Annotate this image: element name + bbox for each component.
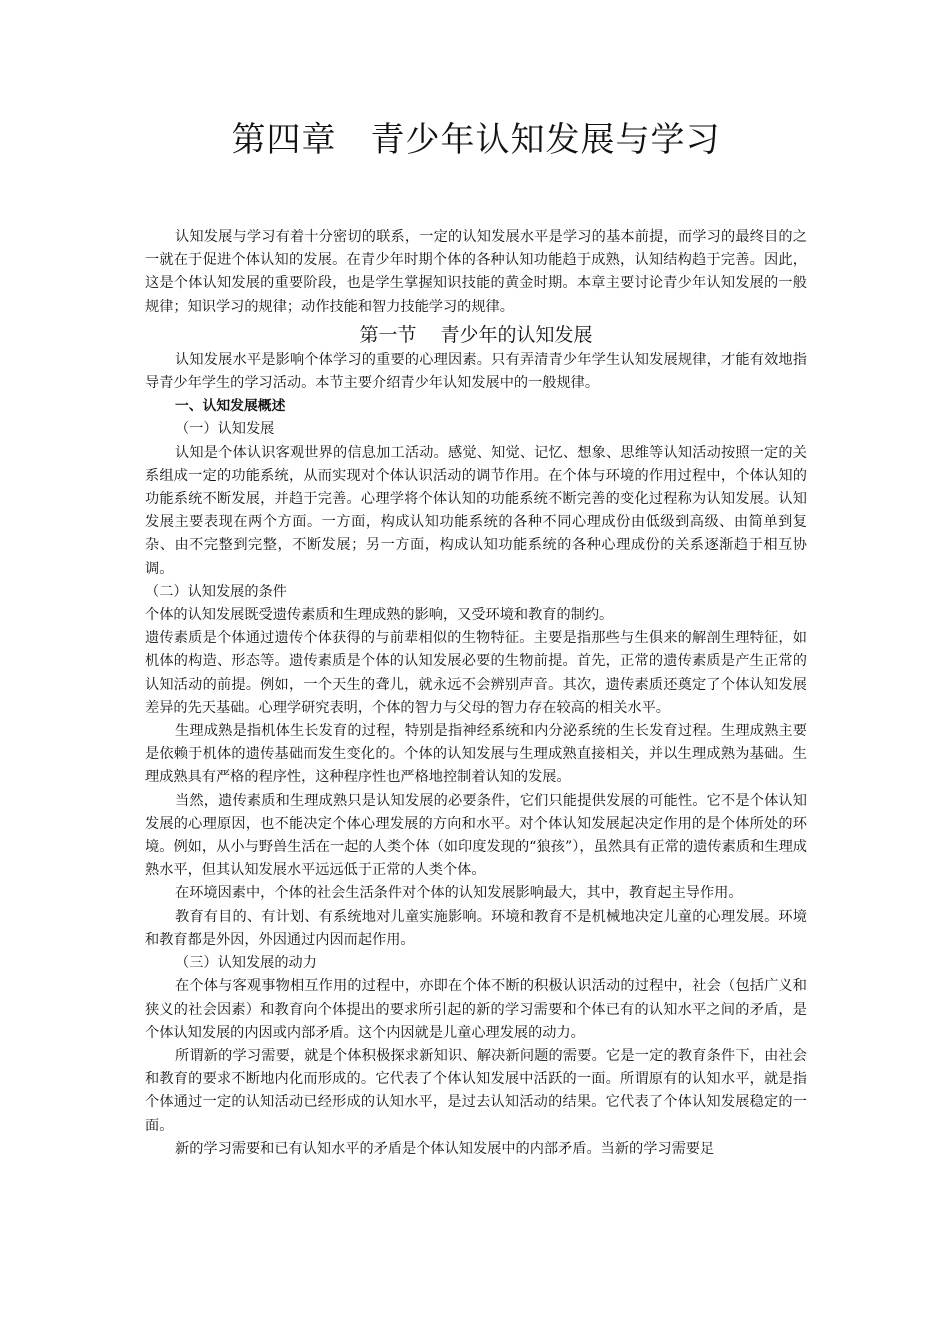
paragraph: 生理成熟是指机体生长发育的过程，特别是指神经系统和内分泌系统的生长发育过程。生理成熟主要是依赖于机体的遗传基础而发生变化的。个体的认知发展与生理成熟直接相关，并以生理成熟为基础。生理成熟具有严格的程序性，这种程序性也严格地控制着认知的发展。 bbox=[145, 723, 807, 786]
paragraph: 在环境因素中，个体的社会生活条件对个体的认知发展影响最大，其中，教育起主导作用。 bbox=[175, 885, 743, 902]
chapter-title-text: 青少年认知发展与学习 bbox=[370, 120, 721, 160]
subheading-driving-force: （三）认知发展的动力 bbox=[175, 955, 317, 972]
subheading-conditions: （二）认知发展的条件 bbox=[145, 583, 287, 600]
paragraph: 个体的认知发展既受遗传素质和生理成熟的影响，又受环境和教育的制约。 bbox=[145, 607, 614, 624]
chapter-title bbox=[145, 112, 807, 168]
paragraph: 认知是个体认识客观世界的信息加工活动。感觉、知觉、记忆、想象、思维等认知活动按照一定的关系组成一定的功能系统，从而实现对个体认识活动的调节作用。在个体与环境的作用过程中，个体认知的功能系统不断发展，并趋于完善。心理学将个体认知的功能系统不断完善的变化过程称为认知发展。认知发展主要表现在两个方面。一方面，构成认知功能系统的各种不同心理成份由低级到高级、由简单到复杂、由不完整到完整，不断发展；另一方面，构成认知功能系统的各种心理成份的关系逐渐趋于相互协调。 bbox=[145, 444, 807, 577]
paragraph: 当然，遗传素质和生理成熟只是认知发展的必要条件，它们只能提供发展的可能性。它不是个体认知发展的心理原因，也不能决定个体心理发展的方向和水平。对个体认知发展起决定作用的是个体所处的环境。例如，从小与野兽生活在一起的人类个体（如印度发现的“狼孩”），虽然具有正常的遗传素质和生理成熟水平，但其认知发展水平远远低于正常的人类个体。 bbox=[145, 792, 807, 879]
paragraph: 教育有目的、有计划、有系统地对儿童实施影响。环境和教育不是机械地决定儿童的心理发展。环境和教育都是外因，外因通过内因而起作用。 bbox=[145, 908, 807, 948]
section-intro: 认知发展水平是影响个体学习的重要的心理因素。只有弄清青少年学生认知发展规律，才能有效地指导青少年学生的学习活动。本节主要介绍青少年认知发展中的一般规律。 bbox=[145, 351, 807, 392]
document-page bbox=[145, 112, 807, 1161]
paragraph: 在个体与客观事物相互作用的过程中，亦即在个体不断的积极认识活动的过程中，社会（包括广义和狭义的社会因素）和教育向个体提出的要求所引起的新的学习需要和个体已有的认知水平之间的矛盾，是个体认知发展的内因或内部矛盾。这个内因就是儿童心理发展的动力。 bbox=[145, 978, 807, 1041]
paragraph: 遗传素质是个体通过遗传个体获得的与前辈相似的生物特征。主要是指那些与生俱来的解剖生理特征，如机体的构造、形态等。遗传素质是个体的认知发展必要的生物前提。首先，正常的遗传素质是产生正常的认知活动的前提。例如，一个天生的聋儿，就永远不会辨别声音。其次，遗传素质还奠定了个体认知发展差异的先天基础。心理学研究表明，个体的智力与父母的智力存在较高的相关水平。 bbox=[145, 630, 807, 716]
paragraph: 新的学习需要和已有认知水平的矛盾是个体认知发展中的内部矛盾。当新的学习需要足 bbox=[175, 1140, 715, 1157]
section-number: 第一节 bbox=[359, 323, 417, 346]
heading-overview: 一、认知发展概述 bbox=[175, 398, 286, 415]
paragraph: 所谓新的学习需要，就是个体积极探求新知识、解决新问题的需要。它是一定的教育条件下，由社会和教育的要求不断地内化而形成的。它代表了个体认知发展中活跃的一面。所谓原有的认知水平，就是指个体通过一定的认知活动已经形成的认知水平，是过去认知活动的结果。它代表了个体认知发展稳定的一面。 bbox=[145, 1047, 807, 1134]
section-title-text: 青少年的认知发展 bbox=[440, 323, 593, 346]
section-title bbox=[145, 321, 807, 349]
chapter-intro: 认知发展与学习有着十分密切的联系，一定的认知发展水平是学习的基本前提，而学习的最终目的之一就在于促进个体认知的发展。在青少年时期个体的各种认知功能趋于成熟，认知结构趋于完善。因此，这是个体认知发展的重要阶段，也是学生掌握知识技能的黄金时期。本章主要讨论青少年认知发展的一般规律；知识学习的规律；动作技能和智力技能学习的规律。 bbox=[145, 229, 807, 315]
chapter-number: 第四章 bbox=[231, 120, 337, 160]
subheading-cognitive-development: （一）认知发展 bbox=[175, 421, 275, 438]
